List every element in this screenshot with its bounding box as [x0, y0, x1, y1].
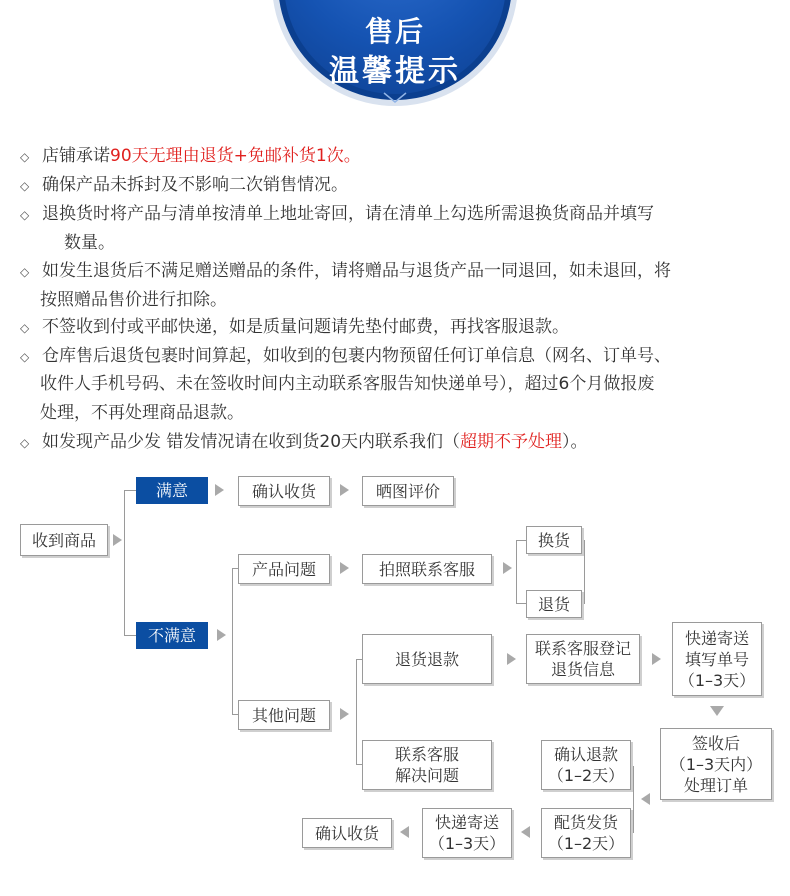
flow-connector	[516, 540, 526, 541]
notice-item: ◇ 如发现产品少发 错发情况请在收到货20天内联系我们（超期不予处理）。	[20, 428, 588, 457]
chevron-down-icon	[383, 92, 407, 104]
notice-item-continued: 收件人手机号码、未在签收时间内主动联系客服告知快递单号），超过6个月做报废	[40, 374, 655, 394]
flow-connector	[356, 659, 357, 765]
flow-step-express-fill: 快递寄送 填写单号 （1–3天）	[672, 622, 762, 696]
notice-item: ◇ 退换货时将产品与清单按清单上地址寄回，请在清单上勾选所需退换货商品并填写	[20, 200, 654, 229]
diamond-bullet-icon: ◇	[20, 436, 30, 450]
flow-step-confirm-receipt: 确认收货	[238, 476, 330, 506]
flow-connector	[516, 540, 517, 604]
diamond-bullet-icon: ◇	[20, 150, 30, 164]
arrow-right-icon	[217, 629, 226, 641]
flow-connector	[124, 490, 125, 636]
arrow-right-icon	[113, 534, 122, 546]
flow-step-contact-cs: 联系客服 解决问题	[362, 740, 492, 790]
flow-step-ship: 配货发货 （1–2天）	[541, 808, 631, 858]
notice-item: ◇ 仓库售后退货包裹时间算起，如收到的包裹内物预留任何订单信息（网名、订单号、	[20, 342, 671, 371]
diamond-bullet-icon: ◇	[20, 179, 30, 193]
diamond-bullet-icon: ◇	[20, 321, 30, 335]
flow-step-return: 退货	[526, 590, 582, 618]
flow-step-review: 晒图评价	[362, 476, 454, 506]
arrow-left-icon	[400, 826, 409, 838]
notice-item: ◇ 店铺承诺90天无理由退货+免邮补货1次。	[20, 142, 361, 171]
arrow-right-icon	[503, 562, 512, 574]
header-title-line2: 温馨提示	[329, 54, 461, 89]
flow-step-final-confirm: 确认收货	[302, 818, 392, 848]
arrow-right-icon	[507, 653, 516, 665]
arrow-right-icon	[340, 562, 349, 574]
notice-item-continued: 按照赠品售价进行扣除。	[40, 290, 227, 310]
header-title-line1: 售后	[364, 15, 425, 48]
arrow-left-icon	[521, 826, 530, 838]
flow-connector	[516, 603, 526, 604]
flow-step-satisfied: 满意	[136, 477, 208, 504]
flow-connector	[584, 540, 585, 604]
flow-step-product-issue: 产品问题	[238, 554, 330, 584]
notice-item: ◇ 如发生退货后不满足赠送赠品的条件，请将赠品与退货产品一同退回，如未退回，将	[20, 257, 671, 286]
flow-step-other-issue: 其他问题	[238, 700, 330, 730]
diamond-bullet-icon: ◇	[20, 350, 30, 364]
diamond-bullet-icon: ◇	[20, 208, 30, 222]
flow-step-express: 快递寄送 （1–3天）	[422, 808, 512, 858]
flow-step-refund: 退货退款	[362, 634, 492, 684]
arrow-right-icon	[652, 653, 661, 665]
flow-connector	[124, 635, 136, 636]
flow-connector	[124, 490, 136, 491]
arrow-right-icon	[215, 484, 224, 496]
flow-step-cs-register: 联系客服登记 退货信息	[526, 634, 640, 684]
notice-item: ◇ 不签收到付或平邮快递，如是质量问题请先垫付邮费，再找客服退款。	[20, 313, 569, 342]
flow-step-confirm-refund: 确认退款 （1–2天）	[541, 740, 631, 790]
notice-item: ◇ 确保产品未拆封及不影响二次销售情况。	[20, 171, 348, 200]
arrow-right-icon	[340, 708, 349, 720]
flow-step-photo-contact: 拍照联系客服	[362, 554, 492, 584]
notice-item-continued: 数量。	[64, 233, 115, 253]
arrow-down-icon	[710, 706, 724, 716]
arrow-right-icon	[340, 484, 349, 496]
notice-item-continued: 处理，不再处理商品退款。	[40, 403, 244, 423]
flow-connector	[633, 766, 634, 833]
flow-step-sign-process: 签收后 （1–3天内） 处理订单	[660, 728, 772, 800]
arrow-left-icon	[641, 793, 650, 805]
flow-connector	[232, 568, 233, 715]
diamond-bullet-icon: ◇	[20, 265, 30, 279]
flow-step-receive: 收到商品	[20, 524, 108, 556]
flow-step-exchange: 换货	[526, 526, 582, 554]
flow-step-unsatisfied: 不满意	[136, 622, 208, 649]
